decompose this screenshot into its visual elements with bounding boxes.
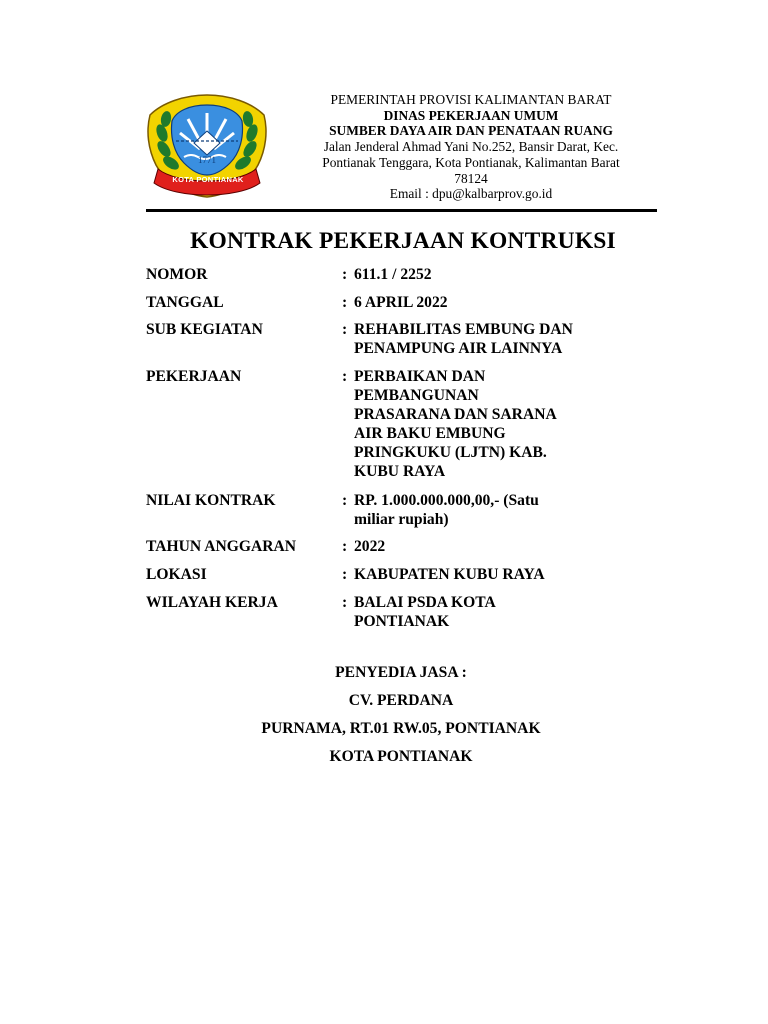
field-value-line: PENAMPUNG AIR LAINNYA [354, 340, 563, 357]
field-value-line: PRASARANA DAN SARANA [354, 406, 557, 423]
field-colon: : [342, 368, 348, 385]
field-label: LOKASI [146, 566, 207, 583]
field-value-line: PONTIANAK [354, 613, 450, 630]
provider-address: PURNAMA, RT.01 RW.05, PONTIANAK [261, 720, 541, 737]
field-value-line: REHABILITAS EMBUNG DAN [354, 321, 573, 338]
field-value-line: KUBU RAYA [354, 463, 446, 480]
field-value-line: BALAI PSDA KOTA [354, 594, 496, 611]
field-value-line: AIR BAKU EMBUNG [354, 425, 506, 442]
letterhead-divider [146, 209, 657, 212]
field-colon: : [342, 492, 348, 509]
letterhead-government: PEMERINTAH PROVISI KALIMANTAN BARAT [330, 92, 612, 107]
field-colon: : [342, 566, 348, 583]
field-colon: : [342, 266, 348, 283]
field-value-line: PEMBANGUNAN [354, 387, 479, 404]
field-label: PEKERJAAN [146, 368, 242, 385]
letterhead-address-line2: Pontianak Tenggara, Kota Pontianak, Kalimantan Barat [322, 154, 620, 170]
field-value [354, 293, 626, 312]
field-label: TAHUN ANGGARAN [146, 538, 297, 555]
field-label: NOMOR [146, 266, 208, 283]
field-value-line: PRINGKUKU (LJTN) KAB. [354, 444, 547, 461]
field-label: WILAYAH KERJA [146, 594, 278, 611]
letterhead-division: SUMBER DAYA AIR DAN PENATAAN RUANG [329, 123, 613, 139]
letterhead-email: Email : dpu@kalbarprov.go.id [389, 186, 553, 202]
field-value-line: 611.1 / 2252 [354, 266, 432, 283]
field-value [354, 265, 626, 284]
field-value [354, 593, 626, 631]
field-value-line: 2022 [354, 538, 386, 555]
field-value-line: PERBAIKAN DAN [354, 368, 486, 385]
field-value [354, 565, 626, 584]
field-value-line: 6 APRIL 2022 [354, 294, 448, 311]
field-label: TANGGAL [146, 294, 224, 311]
field-colon: : [342, 321, 348, 338]
field-value-line: KABUPATEN KUBU RAYA [354, 566, 545, 583]
field-colon: : [342, 538, 348, 555]
field-value [354, 491, 626, 529]
emblem-banner-text: KOTA PONTIANAK [172, 175, 244, 184]
emblem-year: 1771 [198, 155, 216, 165]
provider-heading: PENYEDIA JASA : [335, 664, 467, 681]
field-value-line: RP. 1.000.000.000,00,- (Satu [354, 492, 539, 509]
provider-city: KOTA PONTIANAK [329, 748, 473, 765]
document-title: KONTRAK PEKERJAAN KONTRUKSI [190, 228, 616, 254]
field-value [354, 320, 626, 358]
field-colon: : [342, 594, 348, 611]
provider-company: CV. PERDANA [348, 692, 454, 709]
field-value-line: miliar rupiah) [354, 511, 449, 528]
field-value [354, 537, 626, 556]
letterhead-agency: DINAS PEKERJAAN UMUM [383, 107, 559, 123]
field-label: NILAI KONTRAK [146, 492, 276, 509]
letterhead [290, 92, 652, 202]
letterhead-postcode: 78124 [454, 170, 488, 186]
field-colon: : [342, 294, 348, 311]
field-value [354, 367, 626, 481]
field-label: SUB KEGIATAN [146, 321, 263, 338]
letterhead-address-line1: Jalan Jenderal Ahmad Yani No.252, Bansir Darat, Kec. [323, 139, 619, 155]
